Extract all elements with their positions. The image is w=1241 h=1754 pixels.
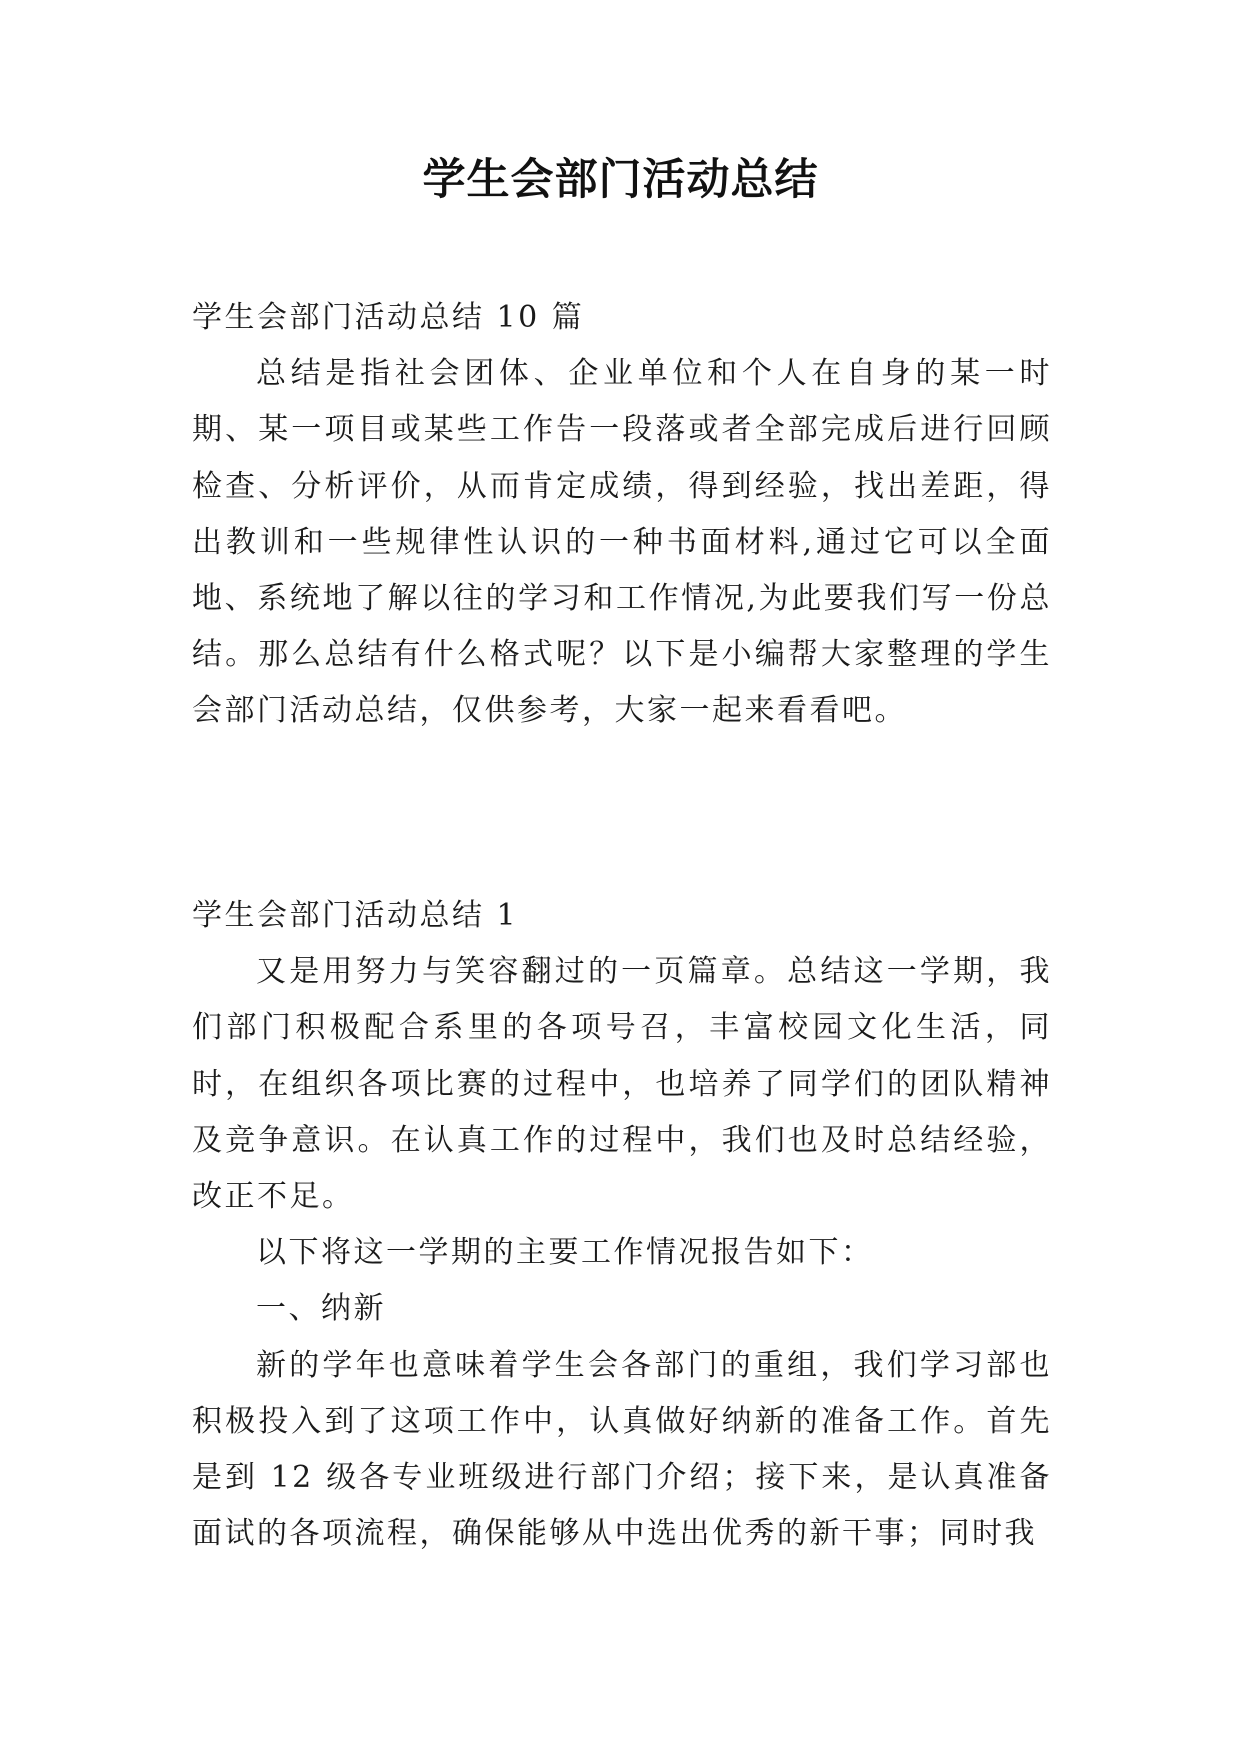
section-1-paragraph-3: 新的学年也意味着学生会各部门的重组，我们学习部也积极投入到了这项工作中，认真做好纳新的准备工作。首先是到 12 级各专业班级进行部门介绍；接下来，是认真准备面试的各项流程，确保能够从中选出优秀的新干事；同时我	[192, 1347, 1052, 1552]
intro-section	[192, 290, 1052, 740]
section-1-heading: 学生会部门活动总结 1	[192, 898, 519, 933]
intro-heading: 学生会部门活动总结 10 篇	[192, 300, 585, 335]
intro-paragraph: 总结是指社会团体、企业单位和个人在自身的某一时期、某一项目或某些工作告一段落或者全部完成后进行回顾检查、分析评价，从而肯定成绩，得到经验，找出差距，得出教训和一些规律性认识的一种书面材料,通过它可以全面地、系统地了解以往的学习和工作情况,为此要我们写一份总结。那么总结有什么格式呢？以下是小编帮大家整理的学生会部门活动总结，仅供参考，大家一起来看看吧。	[192, 356, 1052, 729]
section-1-subheading-recruitment: 一、纳新	[256, 1291, 386, 1327]
document-title: 学生会部门活动总结	[422, 155, 819, 205]
section-1-paragraph-1: 又是用努力与笑容翻过的一页篇章。总结这一学期，我们部门积极配合系里的各项号召，丰富校园文化生活，同时，在组织各项比赛的过程中，也培养了同学们的团队精神及竞争意识。在认真工作的过程中，我们也及时总结经验，改正不足。	[192, 954, 1052, 1215]
section-1-paragraph-2: 以下将这一学期的主要工作情况报告如下：	[256, 1235, 874, 1271]
section-1	[192, 888, 1052, 1562]
